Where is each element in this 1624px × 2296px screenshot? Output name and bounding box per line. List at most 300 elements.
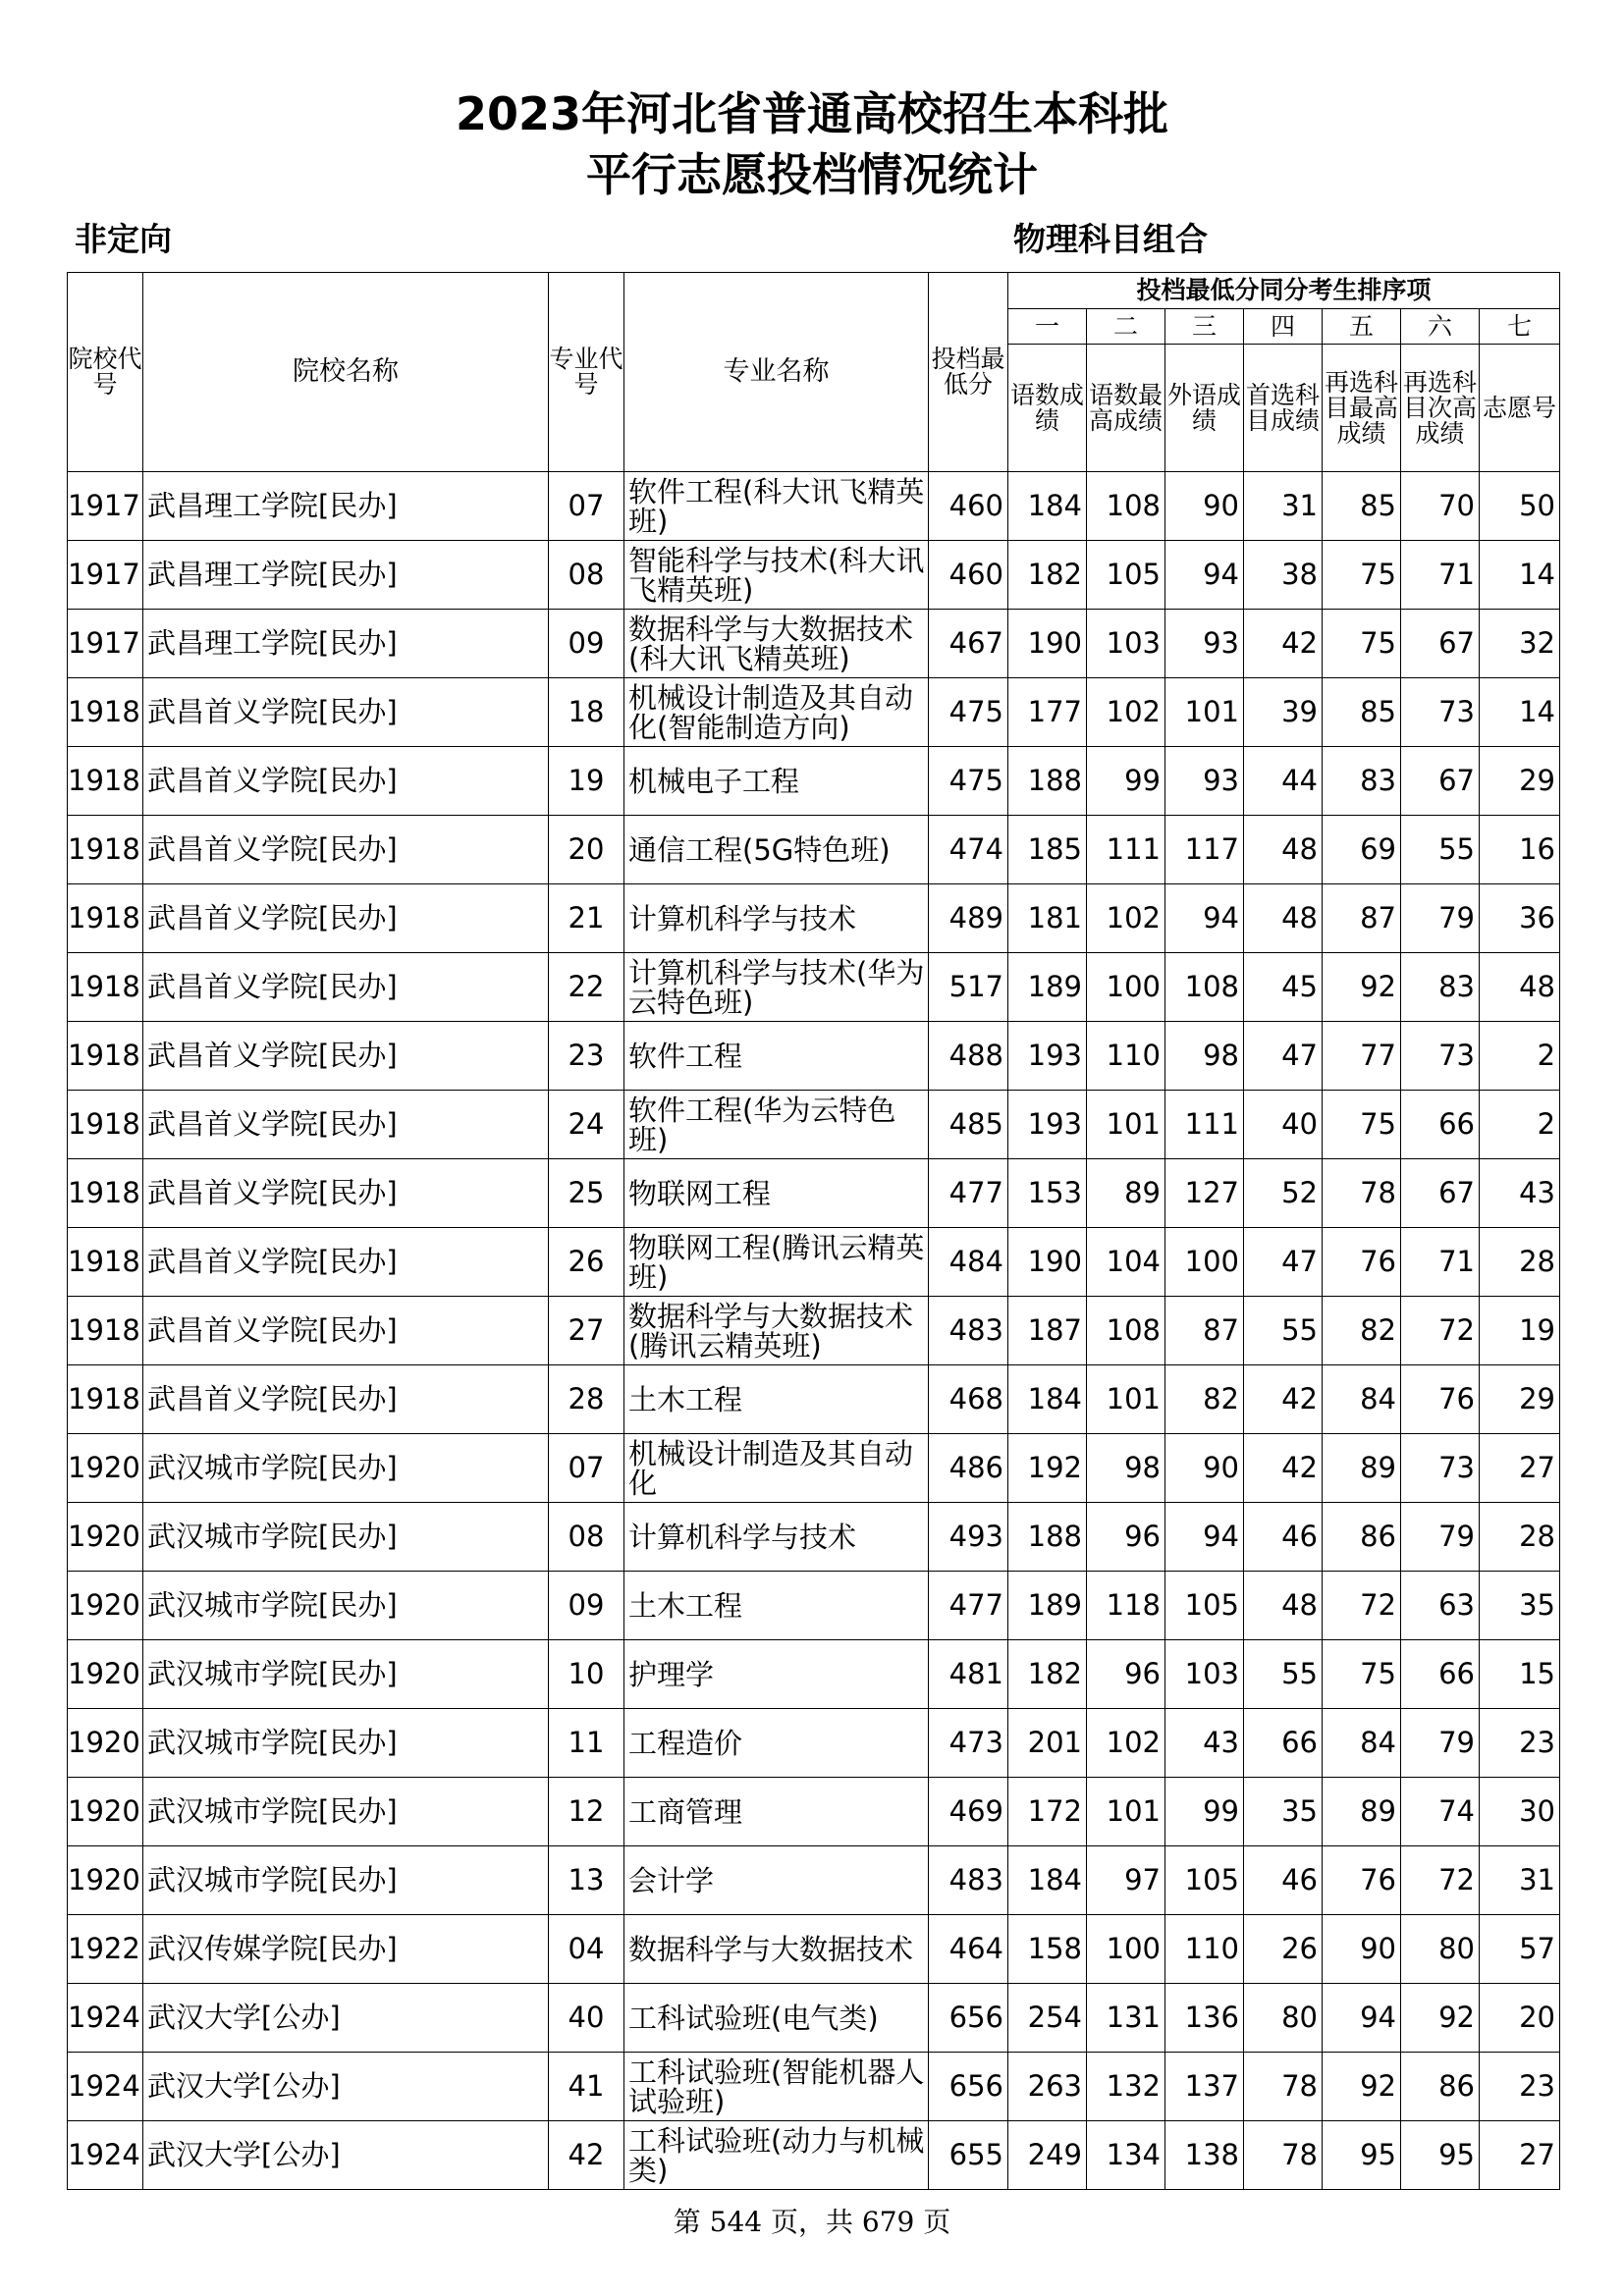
major-name-cell: 数据科学与大数据技术(科大讯飞精英班)	[624, 610, 929, 678]
header-sub-chinese-math-max: 语数最高成绩	[1087, 345, 1165, 472]
chinese-math-max-cell: 102	[1087, 884, 1165, 953]
preference-no-cell: 29	[1480, 1365, 1560, 1434]
school-name-cell: 武昌首义学院[民办]	[143, 678, 549, 747]
foreign-language-cell: 94	[1165, 884, 1244, 953]
major-name-cell: 工科试验班(电气类)	[624, 1984, 929, 2053]
major-code-cell: 07	[549, 1434, 624, 1503]
first-subject-cell: 42	[1244, 1434, 1323, 1503]
school-name-cell: 武汉城市学院[民办]	[143, 1778, 549, 1846]
chinese-math-cell: 184	[1008, 1846, 1087, 1915]
major-name-cell: 计算机科学与技术(华为云特色班)	[624, 953, 929, 1022]
elective-max-cell: 77	[1323, 1022, 1401, 1091]
chinese-math-max-cell: 102	[1087, 1709, 1165, 1778]
foreign-language-cell: 82	[1165, 1365, 1244, 1434]
table-row	[68, 1228, 1560, 1297]
table-body	[68, 472, 1560, 2190]
page-title: 2023年河北省普通高校招生本科批	[455, 87, 1169, 140]
min-score-cell: 475	[929, 747, 1008, 816]
school-name-cell: 武汉传媒学院[民办]	[143, 1915, 549, 1984]
foreign-language-cell: 110	[1165, 1915, 1244, 1984]
chinese-math-cell: 201	[1008, 1709, 1087, 1778]
chinese-math-max-cell: 100	[1087, 953, 1165, 1022]
first-subject-cell: 55	[1244, 1640, 1323, 1709]
school-name-cell: 武汉城市学院[民办]	[143, 1709, 549, 1778]
min-score-cell: 517	[929, 953, 1008, 1022]
min-score-cell: 468	[929, 1365, 1008, 1434]
elective-second-cell: 74	[1401, 1778, 1480, 1846]
table-row	[68, 1091, 1560, 1159]
chinese-math-max-cell: 101	[1087, 1091, 1165, 1159]
first-subject-cell: 78	[1244, 2053, 1323, 2121]
major-code-cell: 20	[549, 816, 624, 884]
major-code-cell: 40	[549, 1984, 624, 2053]
foreign-language-cell: 90	[1165, 1434, 1244, 1503]
elective-max-cell: 92	[1323, 953, 1401, 1022]
header-sub-first-subject: 首选科目成绩	[1244, 345, 1323, 472]
first-subject-cell: 39	[1244, 678, 1323, 747]
chinese-math-max-cell: 118	[1087, 1572, 1165, 1640]
preference-no-cell: 43	[1480, 1159, 1560, 1228]
school-code-cell: 1920	[68, 1778, 143, 1846]
preference-no-cell: 14	[1480, 678, 1560, 747]
major-name-cell: 会计学	[624, 1846, 929, 1915]
min-score-cell: 477	[929, 1159, 1008, 1228]
foreign-language-cell: 43	[1165, 1709, 1244, 1778]
preference-no-cell: 28	[1480, 1503, 1560, 1572]
elective-max-cell: 86	[1323, 1503, 1401, 1572]
header-major-name: 专业名称	[624, 273, 929, 472]
chinese-math-max-cell: 101	[1087, 1778, 1165, 1846]
chinese-math-max-cell: 111	[1087, 816, 1165, 884]
major-name-cell: 软件工程	[624, 1022, 929, 1091]
elective-second-cell: 86	[1401, 2053, 1480, 2121]
header-school-name: 院校名称	[143, 273, 549, 472]
school-name-cell: 武昌理工学院[民办]	[143, 541, 549, 610]
elective-second-cell: 67	[1401, 1159, 1480, 1228]
first-subject-cell: 26	[1244, 1915, 1323, 1984]
foreign-language-cell: 87	[1165, 1297, 1244, 1365]
preference-no-cell: 32	[1480, 610, 1560, 678]
school-name-cell: 武汉大学[公办]	[143, 2053, 549, 2121]
major-name-cell: 工科试验班(智能机器人试验班)	[624, 2053, 929, 2121]
foreign-language-cell: 108	[1165, 953, 1244, 1022]
table-row	[68, 678, 1560, 747]
min-score-cell: 489	[929, 884, 1008, 953]
school-code-cell: 1920	[68, 1709, 143, 1778]
school-name-cell: 武昌理工学院[民办]	[143, 610, 549, 678]
foreign-language-cell: 93	[1165, 610, 1244, 678]
preference-no-cell: 30	[1480, 1778, 1560, 1846]
min-score-cell: 469	[929, 1778, 1008, 1846]
min-score-cell: 656	[929, 2053, 1008, 2121]
major-name-cell: 物联网工程(腾讯云精英班)	[624, 1228, 929, 1297]
chinese-math-cell: 190	[1008, 610, 1087, 678]
table-row	[68, 953, 1560, 1022]
min-score-cell: 467	[929, 610, 1008, 678]
foreign-language-cell: 105	[1165, 1846, 1244, 1915]
chinese-math-cell: 181	[1008, 884, 1087, 953]
school-code-cell: 1918	[68, 1159, 143, 1228]
school-name-cell: 武昌首义学院[民办]	[143, 816, 549, 884]
elective-second-cell: 55	[1401, 816, 1480, 884]
preference-no-cell: 27	[1480, 1434, 1560, 1503]
preference-no-cell: 29	[1480, 747, 1560, 816]
chinese-math-cell: 249	[1008, 2121, 1087, 2190]
chinese-math-cell: 153	[1008, 1159, 1087, 1228]
school-code-cell: 1924	[68, 2053, 143, 2121]
elective-max-cell: 84	[1323, 1709, 1401, 1778]
header-rank-5: 五	[1323, 309, 1401, 345]
preference-no-cell: 16	[1480, 816, 1560, 884]
foreign-language-cell: 98	[1165, 1022, 1244, 1091]
chinese-math-max-cell: 131	[1087, 1984, 1165, 2053]
major-name-cell: 计算机科学与技术	[624, 884, 929, 953]
first-subject-cell: 66	[1244, 1709, 1323, 1778]
elective-max-cell: 94	[1323, 1984, 1401, 2053]
table-row	[68, 1434, 1560, 1503]
header-rank-4: 四	[1244, 309, 1323, 345]
min-score-cell: 486	[929, 1434, 1008, 1503]
header-rank-2: 二	[1087, 309, 1165, 345]
foreign-language-cell: 136	[1165, 1984, 1244, 2053]
school-name-cell: 武昌首义学院[民办]	[143, 953, 549, 1022]
chinese-math-max-cell: 104	[1087, 1228, 1165, 1297]
elective-max-cell: 90	[1323, 1915, 1401, 1984]
elective-max-cell: 95	[1323, 2121, 1401, 2190]
elective-max-cell: 75	[1323, 610, 1401, 678]
school-code-cell: 1920	[68, 1434, 143, 1503]
table-row	[68, 472, 1560, 541]
major-code-cell: 19	[549, 747, 624, 816]
foreign-language-cell: 99	[1165, 1778, 1244, 1846]
school-code-cell: 1917	[68, 541, 143, 610]
school-code-cell: 1920	[68, 1503, 143, 1572]
table-row	[68, 1778, 1560, 1846]
foreign-language-cell: 93	[1165, 747, 1244, 816]
school-code-cell: 1918	[68, 816, 143, 884]
major-code-cell: 26	[549, 1228, 624, 1297]
major-code-cell: 22	[549, 953, 624, 1022]
header-min-score: 投档最低分	[929, 273, 1008, 472]
school-name-cell: 武昌首义学院[民办]	[143, 1297, 549, 1365]
foreign-language-cell: 117	[1165, 816, 1244, 884]
major-code-cell: 42	[549, 2121, 624, 2190]
major-name-cell: 软件工程(华为云特色班)	[624, 1091, 929, 1159]
first-subject-cell: 45	[1244, 953, 1323, 1022]
school-code-cell: 1920	[68, 1640, 143, 1709]
table-row	[68, 1984, 1560, 2053]
elective-second-cell: 73	[1401, 1022, 1480, 1091]
major-name-cell: 机械电子工程	[624, 747, 929, 816]
table-row	[68, 1572, 1560, 1640]
school-name-cell: 武昌首义学院[民办]	[143, 1159, 549, 1228]
elective-second-cell: 71	[1401, 541, 1480, 610]
chinese-math-max-cell: 99	[1087, 747, 1165, 816]
preference-no-cell: 48	[1480, 953, 1560, 1022]
elective-second-cell: 73	[1401, 678, 1480, 747]
preference-no-cell: 14	[1480, 541, 1560, 610]
preference-no-cell: 27	[1480, 2121, 1560, 2190]
foreign-language-cell: 137	[1165, 2053, 1244, 2121]
school-code-cell: 1918	[68, 1091, 143, 1159]
first-subject-cell: 38	[1244, 541, 1323, 610]
first-subject-cell: 35	[1244, 1778, 1323, 1846]
elective-second-cell: 76	[1401, 1365, 1480, 1434]
table-row	[68, 1846, 1560, 1915]
category-label: 非定向	[75, 220, 172, 258]
first-subject-cell: 42	[1244, 1365, 1323, 1434]
elective-max-cell: 78	[1323, 1159, 1401, 1228]
school-name-cell: 武昌首义学院[民办]	[143, 884, 549, 953]
chinese-math-cell: 182	[1008, 541, 1087, 610]
school-code-cell: 1917	[68, 610, 143, 678]
major-code-cell: 04	[549, 1915, 624, 1984]
min-score-cell: 464	[929, 1915, 1008, 1984]
school-code-cell: 1918	[68, 884, 143, 953]
min-score-cell: 483	[929, 1846, 1008, 1915]
elective-second-cell: 92	[1401, 1984, 1480, 2053]
elective-second-cell: 63	[1401, 1572, 1480, 1640]
header-sub-foreign-language: 外语成绩	[1165, 345, 1244, 472]
school-name-cell: 武汉城市学院[民办]	[143, 1434, 549, 1503]
min-score-cell: 477	[929, 1572, 1008, 1640]
first-subject-cell: 52	[1244, 1159, 1323, 1228]
major-code-cell: 24	[549, 1091, 624, 1159]
preference-no-cell: 23	[1480, 1709, 1560, 1778]
elective-max-cell: 84	[1323, 1365, 1401, 1434]
table-row	[68, 1297, 1560, 1365]
chinese-math-cell: 182	[1008, 1640, 1087, 1709]
elective-max-cell: 75	[1323, 1091, 1401, 1159]
school-name-cell: 武昌首义学院[民办]	[143, 1228, 549, 1297]
elective-max-cell: 75	[1323, 1640, 1401, 1709]
school-name-cell: 武汉城市学院[民办]	[143, 1640, 549, 1709]
header-rank-3: 三	[1165, 309, 1244, 345]
major-name-cell: 土木工程	[624, 1572, 929, 1640]
major-code-cell: 08	[549, 1503, 624, 1572]
min-score-cell: 481	[929, 1640, 1008, 1709]
major-name-cell: 机械设计制造及其自动化(智能制造方向)	[624, 678, 929, 747]
min-score-cell: 484	[929, 1228, 1008, 1297]
first-subject-cell: 46	[1244, 1846, 1323, 1915]
chinese-math-cell: 187	[1008, 1297, 1087, 1365]
min-score-cell: 493	[929, 1503, 1008, 1572]
major-code-cell: 27	[549, 1297, 624, 1365]
major-code-cell: 11	[549, 1709, 624, 1778]
major-code-cell: 28	[549, 1365, 624, 1434]
first-subject-cell: 48	[1244, 816, 1323, 884]
school-name-cell: 武汉城市学院[民办]	[143, 1503, 549, 1572]
major-code-cell: 07	[549, 472, 624, 541]
first-subject-cell: 42	[1244, 610, 1323, 678]
foreign-language-cell: 101	[1165, 678, 1244, 747]
table-row	[68, 541, 1560, 610]
elective-max-cell: 76	[1323, 1228, 1401, 1297]
chinese-math-max-cell: 105	[1087, 541, 1165, 610]
school-code-cell: 1918	[68, 747, 143, 816]
header-rank-7: 七	[1480, 309, 1560, 345]
school-code-cell: 1918	[68, 1365, 143, 1434]
major-code-cell: 12	[549, 1778, 624, 1846]
school-code-cell: 1920	[68, 1846, 143, 1915]
elective-second-cell: 95	[1401, 2121, 1480, 2190]
chinese-math-max-cell: 89	[1087, 1159, 1165, 1228]
elective-second-cell: 72	[1401, 1297, 1480, 1365]
min-score-cell: 656	[929, 1984, 1008, 2053]
school-code-cell: 1920	[68, 1572, 143, 1640]
table-row	[68, 1709, 1560, 1778]
table-row	[68, 816, 1560, 884]
major-name-cell: 工程造价	[624, 1709, 929, 1778]
elective-second-cell: 83	[1401, 953, 1480, 1022]
foreign-language-cell: 94	[1165, 541, 1244, 610]
major-code-cell: 10	[549, 1640, 624, 1709]
elective-second-cell: 66	[1401, 1640, 1480, 1709]
chinese-math-max-cell: 98	[1087, 1434, 1165, 1503]
min-score-cell: 475	[929, 678, 1008, 747]
school-name-cell: 武昌首义学院[民办]	[143, 747, 549, 816]
preference-no-cell: 28	[1480, 1228, 1560, 1297]
school-code-cell: 1918	[68, 678, 143, 747]
chinese-math-cell: 193	[1008, 1091, 1087, 1159]
major-code-cell: 09	[549, 610, 624, 678]
school-name-cell: 武汉城市学院[民办]	[143, 1846, 549, 1915]
preference-no-cell: 36	[1480, 884, 1560, 953]
admission-table-container	[67, 272, 1560, 2190]
chinese-math-cell: 184	[1008, 472, 1087, 541]
page-subtitle: 平行志愿投档情况统计	[586, 148, 1038, 201]
elective-max-cell: 85	[1323, 678, 1401, 747]
foreign-language-cell: 127	[1165, 1159, 1244, 1228]
first-subject-cell: 47	[1244, 1228, 1323, 1297]
elective-max-cell: 82	[1323, 1297, 1401, 1365]
first-subject-cell: 47	[1244, 1022, 1323, 1091]
header-major-code: 专业代号	[549, 273, 624, 472]
chinese-math-max-cell: 96	[1087, 1640, 1165, 1709]
major-code-cell: 21	[549, 884, 624, 953]
elective-second-cell: 71	[1401, 1228, 1480, 1297]
min-score-cell: 473	[929, 1709, 1008, 1778]
chinese-math-max-cell: 103	[1087, 610, 1165, 678]
school-code-cell: 1918	[68, 1022, 143, 1091]
chinese-math-cell: 190	[1008, 1228, 1087, 1297]
major-name-cell: 护理学	[624, 1640, 929, 1709]
elective-max-cell: 92	[1323, 2053, 1401, 2121]
min-score-cell: 460	[929, 472, 1008, 541]
foreign-language-cell: 105	[1165, 1572, 1244, 1640]
preference-no-cell: 15	[1480, 1640, 1560, 1709]
preference-no-cell: 2	[1480, 1091, 1560, 1159]
first-subject-cell: 80	[1244, 1984, 1323, 2053]
chinese-math-max-cell: 101	[1087, 1365, 1165, 1434]
major-code-cell: 09	[549, 1572, 624, 1640]
major-name-cell: 计算机科学与技术	[624, 1503, 929, 1572]
header-tiebreak-group: 投档最低分同分考生排序项	[1008, 273, 1560, 309]
school-name-cell: 武昌首义学院[民办]	[143, 1365, 549, 1434]
school-code-cell: 1918	[68, 1228, 143, 1297]
table-row	[68, 884, 1560, 953]
chinese-math-max-cell: 100	[1087, 1915, 1165, 1984]
major-code-cell: 18	[549, 678, 624, 747]
major-name-cell: 机械设计制造及其自动化	[624, 1434, 929, 1503]
header-school-code: 院校代号	[68, 273, 143, 472]
first-subject-cell: 48	[1244, 884, 1323, 953]
elective-second-cell: 67	[1401, 747, 1480, 816]
chinese-math-max-cell: 132	[1087, 2053, 1165, 2121]
preference-no-cell: 57	[1480, 1915, 1560, 1984]
foreign-language-cell: 94	[1165, 1503, 1244, 1572]
min-score-cell: 488	[929, 1022, 1008, 1091]
elective-second-cell: 80	[1401, 1915, 1480, 1984]
first-subject-cell: 46	[1244, 1503, 1323, 1572]
foreign-language-cell: 111	[1165, 1091, 1244, 1159]
chinese-math-cell: 263	[1008, 2053, 1087, 2121]
page-footer: 第 544 页，共 679 页	[673, 2206, 951, 2238]
table-row	[68, 1640, 1560, 1709]
major-name-cell: 工科试验班(动力与机械类)	[624, 2121, 929, 2190]
elective-second-cell: 79	[1401, 1709, 1480, 1778]
school-name-cell: 武汉大学[公办]	[143, 2121, 549, 2190]
major-name-cell: 物联网工程	[624, 1159, 929, 1228]
table-row	[68, 1503, 1560, 1572]
chinese-math-max-cell: 134	[1087, 2121, 1165, 2190]
min-score-cell: 485	[929, 1091, 1008, 1159]
min-score-cell: 483	[929, 1297, 1008, 1365]
elective-second-cell: 72	[1401, 1846, 1480, 1915]
header-sub-elective-second: 再选科目次高成绩	[1401, 345, 1480, 472]
major-name-cell: 通信工程(5G特色班)	[624, 816, 929, 884]
preference-no-cell: 20	[1480, 1984, 1560, 2053]
elective-second-cell: 79	[1401, 1503, 1480, 1572]
first-subject-cell: 55	[1244, 1297, 1323, 1365]
foreign-language-cell: 138	[1165, 2121, 1244, 2190]
chinese-math-cell: 188	[1008, 1503, 1087, 1572]
elective-max-cell: 89	[1323, 1434, 1401, 1503]
school-code-cell: 1918	[68, 1297, 143, 1365]
school-name-cell: 武昌理工学院[民办]	[143, 472, 549, 541]
major-name-cell: 数据科学与大数据技术	[624, 1915, 929, 1984]
elective-max-cell: 85	[1323, 472, 1401, 541]
elective-max-cell: 83	[1323, 747, 1401, 816]
chinese-math-cell: 184	[1008, 1365, 1087, 1434]
elective-max-cell: 72	[1323, 1572, 1401, 1640]
header-rank-1: 一	[1008, 309, 1087, 345]
table-row	[68, 610, 1560, 678]
major-code-cell: 25	[549, 1159, 624, 1228]
school-name-cell: 武昌首义学院[民办]	[143, 1091, 549, 1159]
school-name-cell: 武汉大学[公办]	[143, 1984, 549, 2053]
school-code-cell: 1922	[68, 1915, 143, 1984]
table-row	[68, 2053, 1560, 2121]
preference-no-cell: 35	[1480, 1572, 1560, 1640]
first-subject-cell: 44	[1244, 747, 1323, 816]
min-score-cell: 655	[929, 2121, 1008, 2190]
chinese-math-cell: 188	[1008, 747, 1087, 816]
chinese-math-cell: 193	[1008, 1022, 1087, 1091]
preference-no-cell: 2	[1480, 1022, 1560, 1091]
chinese-math-max-cell: 102	[1087, 678, 1165, 747]
preference-no-cell: 50	[1480, 472, 1560, 541]
first-subject-cell: 31	[1244, 472, 1323, 541]
chinese-math-cell: 189	[1008, 953, 1087, 1022]
table-row	[68, 1159, 1560, 1228]
header-sub-elective-max: 再选科目最高成绩	[1323, 345, 1401, 472]
chinese-math-cell: 158	[1008, 1915, 1087, 1984]
table-row	[68, 747, 1560, 816]
elective-second-cell: 67	[1401, 610, 1480, 678]
foreign-language-cell: 100	[1165, 1228, 1244, 1297]
elective-second-cell: 73	[1401, 1434, 1480, 1503]
